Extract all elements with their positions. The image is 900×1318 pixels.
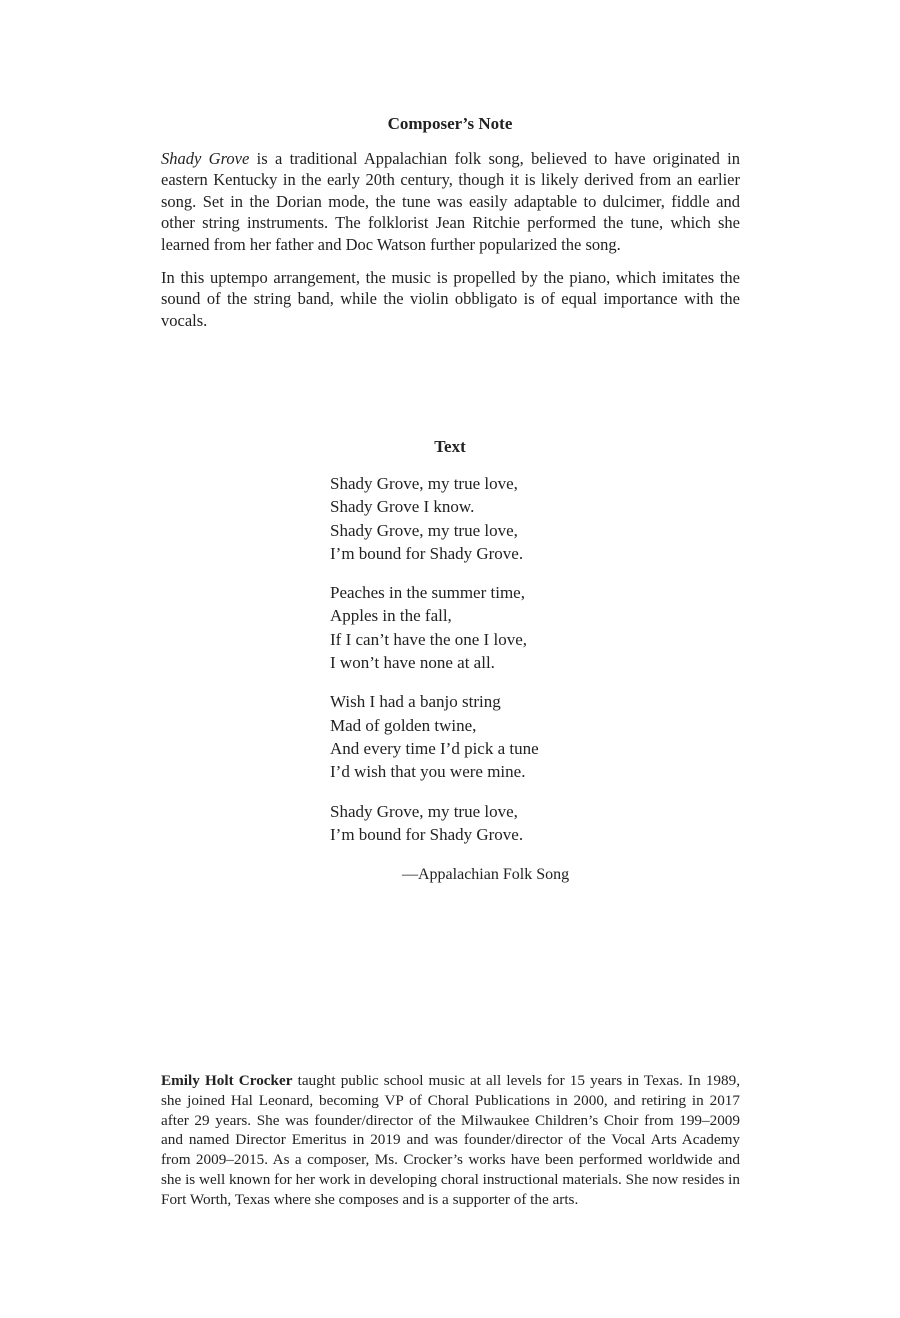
composer-bio	[161, 1071, 740, 1210]
composers-note-heading: Composer’s Note	[387, 114, 513, 133]
stanza-1	[330, 472, 650, 565]
lyric-line: Shady Grove, my true love,	[330, 474, 518, 493]
lyric-line: I’m bound for Shady Grove.	[330, 543, 524, 563]
lyric-line: And every time I’d pick a tune	[330, 738, 539, 758]
lyric-line: Apples in the fall,	[330, 606, 452, 626]
stanza-2	[330, 581, 650, 674]
composers-note-body	[161, 148, 740, 343]
lyric-line: Peaches in the summer time,	[330, 583, 525, 603]
composers-note-paragraph-1	[161, 148, 740, 255]
lyric-line: If I can’t have the one I love,	[330, 629, 527, 649]
lyric-line: Shady Grove I know.	[330, 497, 475, 517]
lyrics-attribution: —Appalachian Folk Song	[402, 866, 570, 883]
lyric-line: Wish I had a banjo string	[330, 692, 501, 712]
composers-note-paragraph-1-text: is a traditional Appalachian folk song, believed to have originated in eastern Kentucky in the early 20th century, though it is likely derived from an earlier song. Set in the Dorian mode, the tune was easily adaptable to dulcimer, fiddle and other string instruments. The folklorist Jean Ritchie performed the tune, which she learned from her father and Doc Watson further popularized the song.	[161, 149, 740, 254]
text-heading: Text	[434, 437, 466, 456]
song-title: Shady Grove	[161, 149, 250, 168]
lyric-line: Mad of golden twine,	[330, 715, 477, 735]
lyric-line: I won’t have none at all.	[330, 653, 495, 673]
lyric-line: Shady Grove, my true love,	[330, 520, 518, 540]
lyric-line: Shady Grove, my true love,	[330, 801, 518, 821]
lyric-line: I’m bound for Shady Grove.	[330, 824, 524, 844]
stanza-4	[330, 800, 650, 847]
stanza-3	[330, 690, 650, 783]
lyrics	[330, 472, 650, 862]
composer-bio-text: taught public school music at all levels for 15 years in Texas. In 1989, she joined Hal Leonard, becoming VP of Choral Publications in 2000, and retiring in 2017 after 29 years. She was founder/director of the Milwaukee Children’s Choir from 199–2009 and named Director Emeritus in 2019 and was founder/director of the Vocal Arts Academy from 2009–2015. As a composer, Ms. Crocker’s works have been performed worldwide and she is well known for her work in developing choral instructional materials. She now resides in Fort Worth, Texas where she composes and is a supporter of the arts.	[161, 1072, 740, 1208]
composers-note-paragraph-2: In this uptempo arrangement, the music is propelled by the piano, which imitates the sound of the string band, while the violin obbligato is of equal importance with the vocals.	[161, 268, 740, 330]
composer-name: Emily Holt Crocker	[161, 1072, 293, 1089]
lyric-line: I’d wish that you were mine.	[330, 762, 526, 782]
